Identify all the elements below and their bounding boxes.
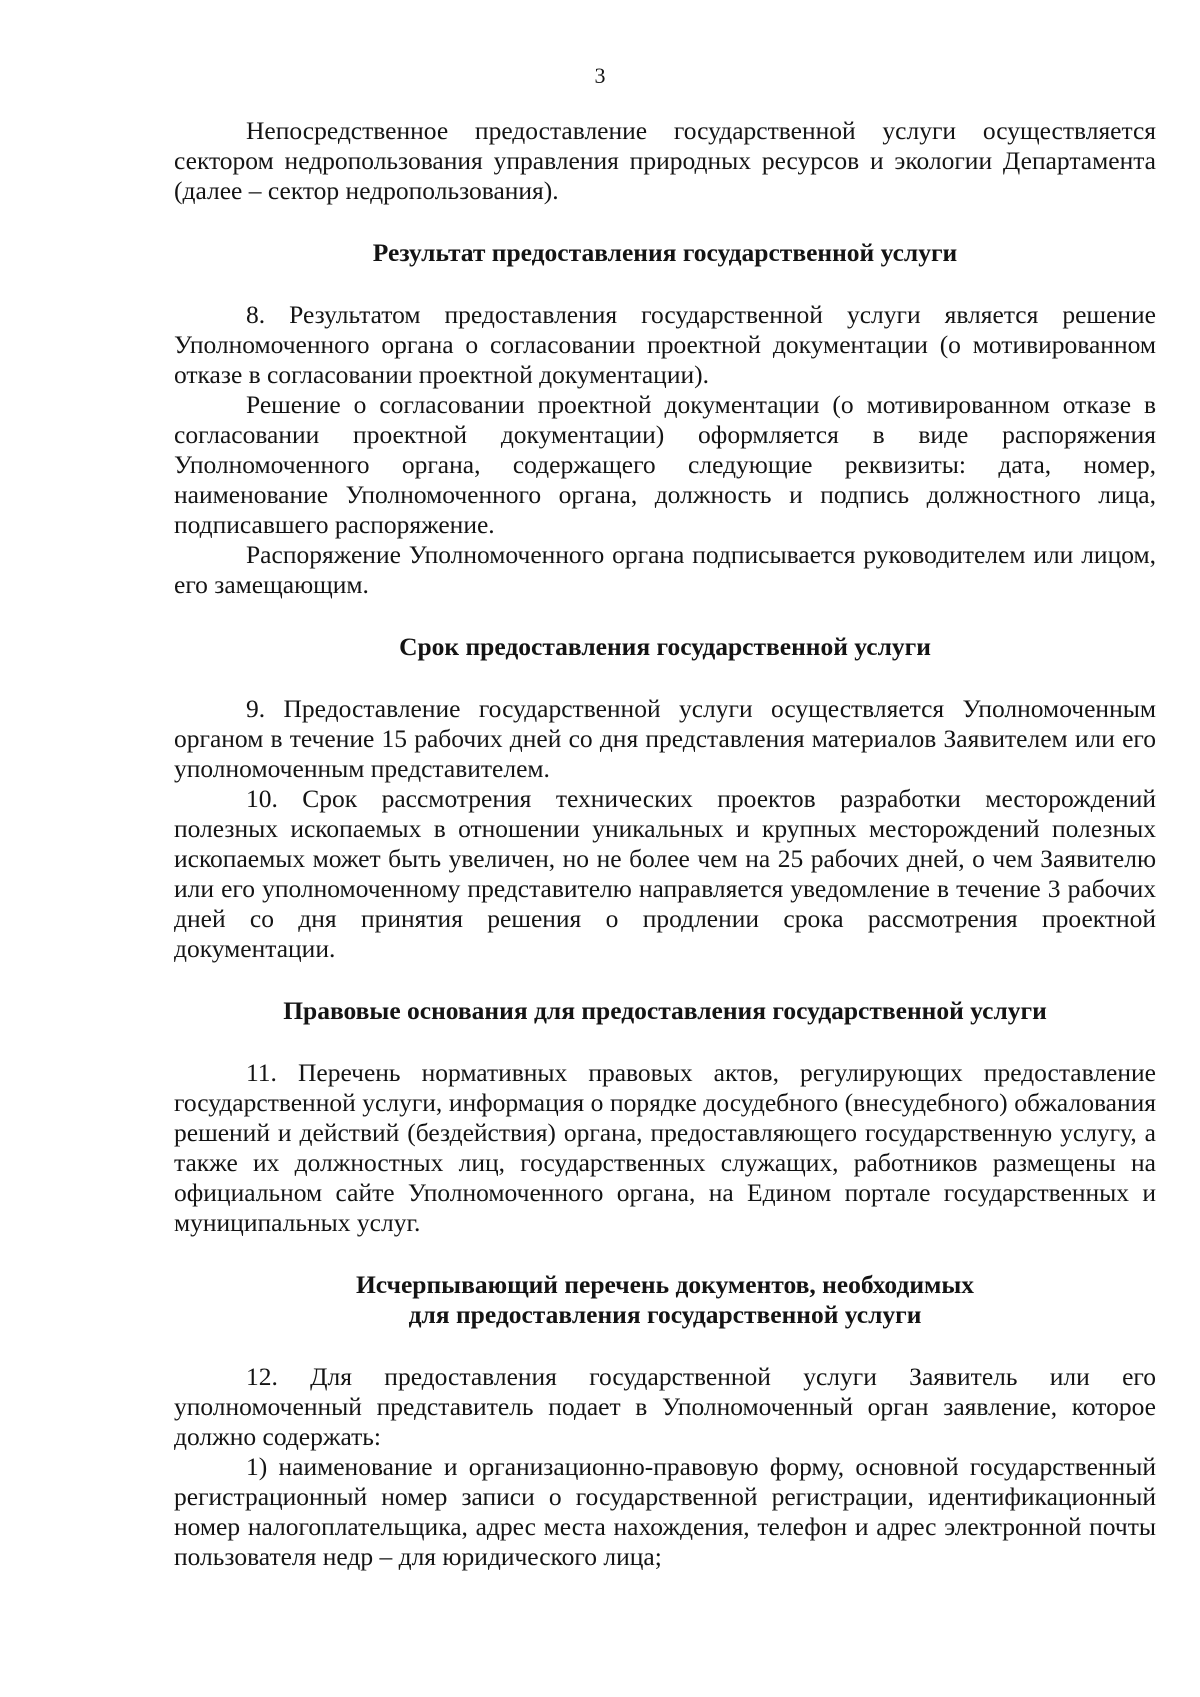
paragraph-12-item-1: 1) наименование и организационно-правовую форму, основной государственный регистрационный номер записи о государственной регистрации, идентификационный номер налогоплательщика, адрес места нахождения, телефон и адрес электронной почты пользователя недр – для юридического лица; [174,1452,1156,1571]
intro-paragraph: Непосредственное предоставление государственной услуги осуществляется сектором недропользования управления природных ресурсов и экологии Департамента (далее – сектор недропользования). [174,116,1156,205]
paragraph-10: 10. Срок рассмотрения технических проектов разработки месторождений полезных ископаемых в отношении уникальных и крупных месторождений полезных ископаемых может быть увеличен, но не более чем на 25 рабочих дней, о чем Заявителю или его уполномоченному представителю направляется уведомление в течение 3 рабочих дней со дня принятия решения о продлении срока рассмотрения проектной документации. [174,784,1156,963]
spacer [174,1026,1156,1058]
paragraph-9: 9. Предоставление государственной услуги осуществляется Уполномоченным органом в течение 15 рабочих дней со дня представления материалов Заявителем или его уполномоченным представителем. [174,694,1156,783]
spacer [174,1238,1156,1270]
section-heading-term: Срок предоставления государственной услуги [399,632,931,661]
spacer [174,206,1156,238]
section-heading-documents-line2: для предоставления государственной услуги [408,1300,922,1329]
spacer [174,662,1156,694]
section-heading-result: Результат предоставления государственной услуги [372,238,958,267]
section-heading-documents-line1: Исчерпывающий перечень документов, необходимых [355,1270,975,1299]
page-number: 3 [594,63,606,88]
document-body [174,116,1156,1572]
section-heading-legal: Правовые основания для предоставления государственной услуги [283,996,1047,1025]
spacer [174,964,1156,996]
paragraph-8: 8. Результатом предоставления государственной услуги является решение Уполномоченного органа о согласовании проектной документации (о мотивированном отказе в согласовании проектной документации). [174,300,1156,389]
paragraph-decision-form: Решение о согласовании проектной документации (о мотивированном отказе в согласовании проектной документации) оформляется в виде распоряжения Уполномоченного органа, содержащего следующие реквизиты: дата, номер, наименование Уполномоченного органа, должность и подпись должностного лица, подписавшего распоряжение. [174,390,1156,539]
paragraph-11: 11. Перечень нормативных правовых актов, регулирующих предоставление государственной услуги, информация о порядке досудебного (внесудебного) обжалования решений и действий (бездействия) органа, предоставляющего государственную услугу, а также их должностных лиц, государственных служащих, работников размещены на официальном сайте Уполномоченного органа, на Едином портале государственных и муниципальных услуг. [174,1058,1156,1237]
spacer [174,1330,1156,1362]
spacer [174,268,1156,300]
spacer [174,600,1156,632]
paragraph-order-signing: Распоряжение Уполномоченного органа подписывается руководителем или лицом, его замещающим. [174,540,1156,599]
paragraph-12: 12. Для предоставления государственной услуги Заявитель или его уполномоченный представитель подает в Уполномоченный орган заявление, которое должно содержать: [174,1362,1156,1451]
